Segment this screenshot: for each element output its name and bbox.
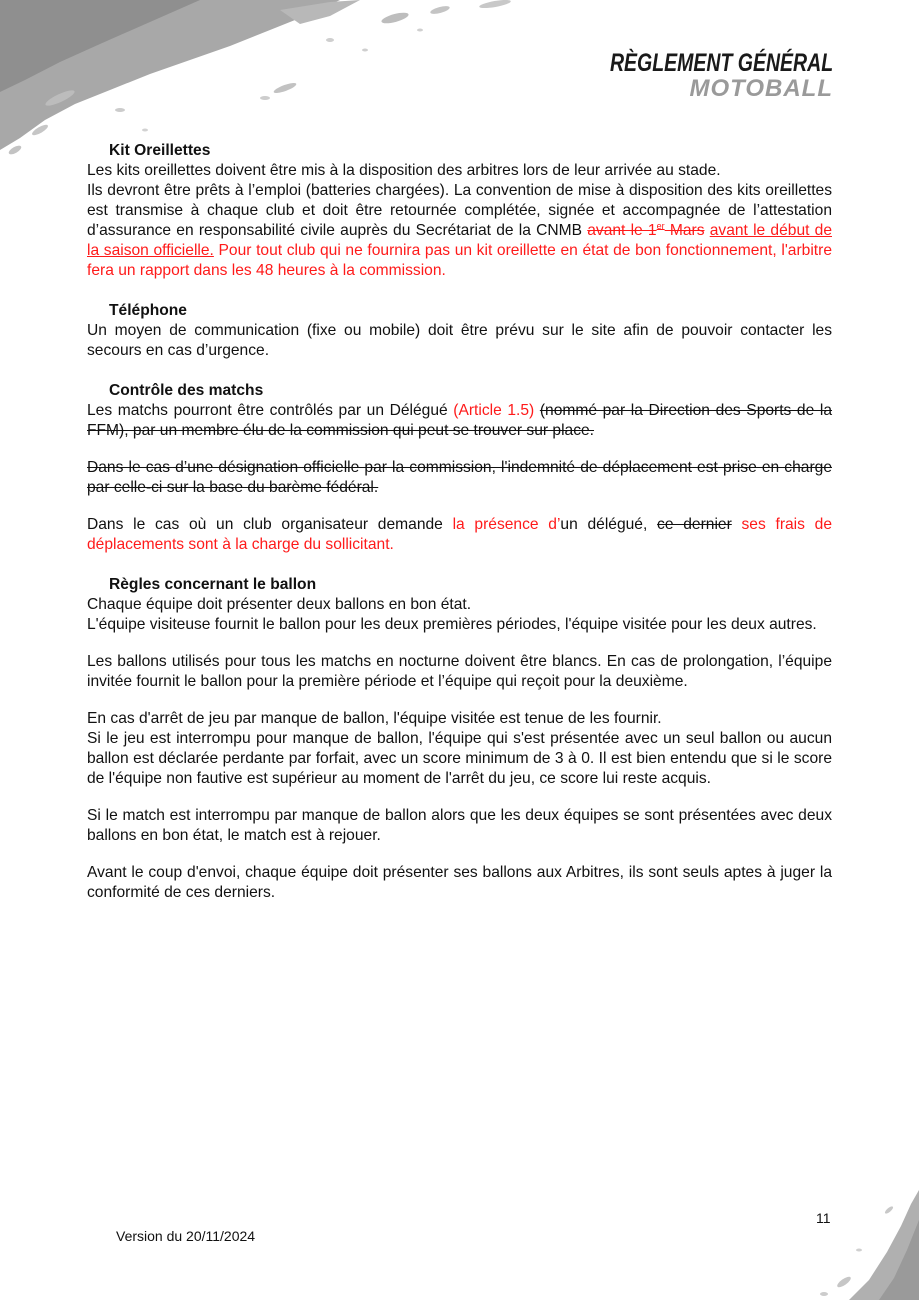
section-title-kit: Kit Oreillettes xyxy=(109,142,211,159)
telephone-paragraph: Un moyen de communication (fixe ou mobile) doit être prévu sur le site afin de pouvoir contacter les secours en cas d’urgence. xyxy=(87,322,832,359)
version-date: Version du 20/11/2024 xyxy=(116,1228,256,1244)
kit-deleted-date: avant le 1er Mars xyxy=(587,220,705,239)
controle-paragraph-1: Les matchs pourront être contrôlés par un Délégué (Article 1.5) (nommé par la Direction des Sports de la FFM), par un membre élu de la commission qui peut se trouver sur place. xyxy=(87,402,833,439)
page-number: 11 xyxy=(816,1210,831,1226)
ballon-paragraph-1: Chaque équipe doit présenter deux ballons en bon état. xyxy=(87,596,472,613)
ballon-paragraph-5: Si le jeu est interrompu pour manque de ballon, l'équipe qui s'est présentée avec un seul ballon ou aucun ballon est déclarée perdante par forfait, avec un score minimum de 3 à 0. Il est bien entendu que si le score de l'équipe non fautive est supérieur au moment de l'arrêt du jeu, ce score lui reste acquis. xyxy=(87,730,832,787)
controle-paragraph-3: Dans le cas où un club organisateur demande la présence d’un délégué, ce dernier ses frais de déplacements sont à la charge du sollicitant. xyxy=(87,516,833,553)
article-reference: (Article 1.5) xyxy=(453,402,535,419)
document-header xyxy=(547,50,833,102)
section-title-controle: Contrôle des matchs xyxy=(109,382,264,399)
document-body xyxy=(87,140,832,903)
ballon-paragraph-4: En cas d'arrêt de jeu par manque de ballon, l'équipe visitée est tenue de les fournir. xyxy=(87,710,662,727)
controle-deleted-text: (nommé par la Direction des Sports de la FFM), par un membre élu de la commission qui peut se trouver sur place. xyxy=(87,402,833,439)
ballon-paragraph-7: Avant le coup d'envoi, chaque équipe doit présenter ses ballons aux Arbitres, ils sont seuls aptes à juger la conformité de ces derniers. xyxy=(87,864,832,901)
header-title-line2: MOTOBALL xyxy=(689,75,833,102)
kit-paragraph-1: Les kits oreillettes doivent être mis à la disposition des arbitres lors de leur arrivée au stade. xyxy=(87,162,721,179)
kit-text: Ils devront être prêts à l’emploi (batteries chargées). La convention de mise à disposition des kits oreillettes est transmise à chaque club et doit être retournée complétée, signée et accompagnée de l’attestation d’assurance en responsabilité civile auprès du Secrétariat de la CNMB xyxy=(87,182,832,239)
section-title-ballon: Règles concernant le ballon xyxy=(109,576,317,593)
ballon-paragraph-3: Les ballons utilisés pour tous les matchs en nocturne doivent être blancs. En cas de prolongation, l’équipe invitée fournit le ballon pour la première période et l’équipe qui reçoit pour la deuxième. xyxy=(87,653,832,690)
kit-added-text: Pour tout club qui ne fournira pas un kit oreillette en état de bon fonctionnement, l'arbitre fera un rapport dans les 48 heures à la commission. xyxy=(87,242,832,279)
ballon-paragraph-6: Si le match est interrompu par manque de ballon alors que les deux équipes se sont présentées avec deux ballons en bon état, le match est à rejouer. xyxy=(87,807,832,844)
controle-paragraph-2-deleted: Dans le cas d’une désignation officielle par la commission, l'indemnité de déplacement est prise en charge par celle-ci sur la base du barème fédéral. xyxy=(87,459,832,496)
controle-deleted-word: ce dernier xyxy=(657,516,732,533)
kit-added-date: avant le début de la saison officielle. xyxy=(87,222,832,259)
header-title-line1: RÈGLEMENT GÉNÉRAL xyxy=(609,49,833,77)
ballon-paragraph-2: L'équipe visiteuse fournit le ballon pour les deux premières périodes, l'équipe visitée pour les deux autres. xyxy=(87,616,817,633)
kit-paragraph-2 xyxy=(87,181,832,281)
section-title-telephone: Téléphone xyxy=(109,302,187,319)
splatter-decoration-bottom xyxy=(749,1190,919,1300)
